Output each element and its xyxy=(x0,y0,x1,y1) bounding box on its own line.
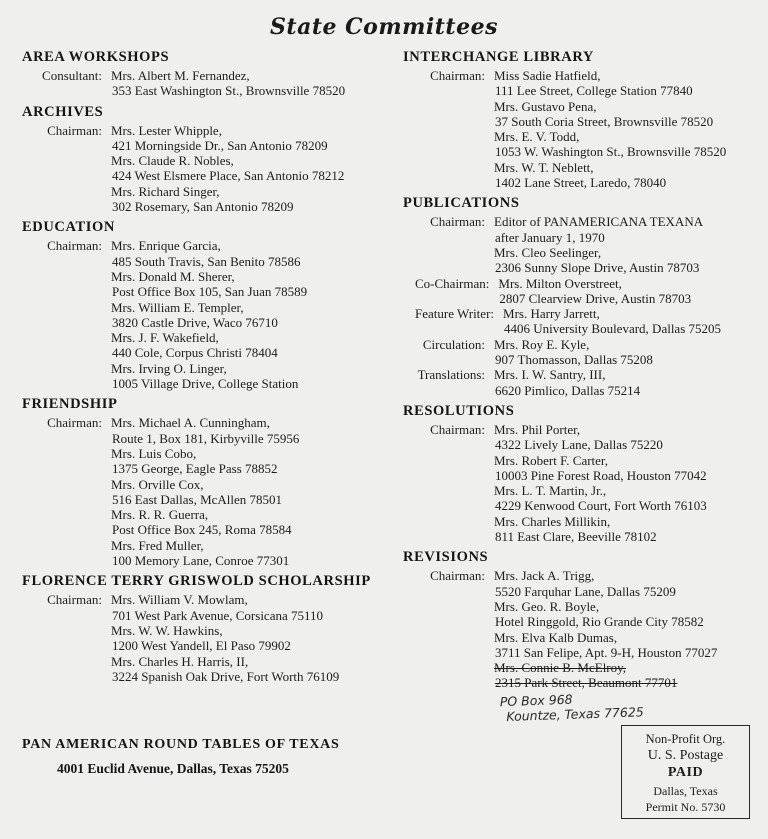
member-name: Mrs. E. V. Todd, xyxy=(494,129,580,145)
member-entry xyxy=(111,238,382,269)
section-heading: FLORENCE TERRY GRISWOLD SCHOLARSHIP xyxy=(22,573,371,590)
member-address: Post Office Box 245, Roma 78584 xyxy=(112,522,292,538)
postage-indicia xyxy=(621,725,750,819)
role-group xyxy=(403,422,763,544)
member-entry xyxy=(494,422,763,453)
role-label: Chairman: xyxy=(47,415,102,431)
member-entry xyxy=(111,446,382,477)
member-entry xyxy=(111,507,382,538)
member-entry xyxy=(494,245,763,276)
member-name: Mrs. Cleo Seelinger, xyxy=(494,244,602,260)
member-address: 421 Morningside Dr., San Antonio 78209 xyxy=(112,137,328,153)
member-name: Mrs. Albert M. Fernandez, xyxy=(111,68,250,83)
member-name: Mrs. Charles H. Harris, II, xyxy=(111,653,249,669)
member-entry xyxy=(494,337,763,368)
member-entry xyxy=(498,276,763,307)
member-list xyxy=(111,415,382,568)
role-group xyxy=(22,238,382,391)
member-address: 2306 Sunny Slope Drive, Austin 78703 xyxy=(495,260,700,276)
member-address: 4229 Kenwood Court, Fort Worth 76103 xyxy=(495,498,707,514)
member-address: 3820 Castle Drive, Waco 76710 xyxy=(112,314,278,330)
member-address: Route 1, Box 181, Kirbyville 75956 xyxy=(112,430,300,446)
member-entry xyxy=(111,153,382,184)
organization-name: PAN AMERICAN ROUND TABLES OF TEXAS xyxy=(22,737,340,752)
member-address: 5520 Farquhar Lane, Dallas 75209 xyxy=(495,583,676,599)
committee-section xyxy=(22,572,382,684)
role-group xyxy=(22,123,382,215)
member-address: 2807 Clearview Drive, Austin 78703 xyxy=(499,290,692,306)
member-address: 485 South Travis, San Benito 78586 xyxy=(112,253,301,269)
organization-block xyxy=(22,737,339,777)
member-address: 424 West Elsmere Place, San Antonio 78212 xyxy=(112,168,345,184)
member-address: 1005 Village Drive, College Station xyxy=(112,376,299,392)
member-name: Mrs. Milton Overstreet, xyxy=(498,275,622,291)
page-title: State Committees xyxy=(270,14,498,40)
role-label: Consultant: xyxy=(42,68,102,83)
section-heading: EDUCATION xyxy=(22,219,115,236)
member-name: Mrs. L. T. Martin, Jr., xyxy=(494,483,607,499)
member-name: Mrs. Luis Cobo, xyxy=(111,445,197,461)
member-list xyxy=(494,68,763,190)
member-list xyxy=(111,123,382,215)
role-label: Chairman: xyxy=(430,421,485,437)
member-name: Mrs. R. R. Guerra, xyxy=(111,507,209,523)
member-name: Mrs. J. F. Wakefield, xyxy=(111,330,219,346)
committee-section xyxy=(22,395,382,568)
committee-section xyxy=(403,48,763,190)
member-address: 1375 George, Eagle Pass 78852 xyxy=(112,461,278,477)
member-address: 516 East Dallas, McAllen 78501 xyxy=(112,491,283,507)
member-address: 100 Memory Lane, Conroe 77301 xyxy=(112,553,290,569)
member-address: 1200 West Yandell, El Paso 79902 xyxy=(112,638,291,654)
member-list xyxy=(494,367,763,398)
section-heading: ARCHIVES xyxy=(22,103,104,120)
member-list xyxy=(111,592,382,684)
member-name: Mrs. Fred Muller, xyxy=(111,537,204,553)
organization-address: 4001 Euclid Avenue, Dallas, Texas 75205 xyxy=(57,761,289,776)
postage-line-2: U. S. Postage xyxy=(647,748,724,763)
member-list xyxy=(111,238,382,391)
member-entry xyxy=(111,477,382,508)
role-group xyxy=(22,592,382,684)
committee-section xyxy=(403,402,763,544)
member-address: 811 East Clare, Beeville 78102 xyxy=(495,529,657,545)
role-group xyxy=(22,68,382,99)
committee-section xyxy=(403,548,763,690)
member-name: Mrs. Claude R. Nobles, xyxy=(111,153,234,169)
member-address: 4406 University Boulevard, Dallas 75205 xyxy=(504,321,722,337)
member-entry xyxy=(494,483,763,514)
member-address: Post Office Box 105, San Juan 78589 xyxy=(112,284,308,300)
member-address: 111 Lee Street, College Station 77840 xyxy=(495,83,693,99)
member-address: 2315 Park Street, Beaumont 77701 xyxy=(495,675,678,691)
postage-line-1: Non-Profit Org. xyxy=(645,732,726,746)
member-list xyxy=(494,214,763,275)
member-entry xyxy=(494,160,763,191)
member-name: Editor of PANAMERICANA TEXANA xyxy=(494,214,704,230)
member-name: Mrs. William V. Mowlam, xyxy=(111,592,248,608)
committee-section xyxy=(22,218,382,391)
committee-section xyxy=(403,194,763,398)
member-entry xyxy=(111,623,382,654)
member-entry xyxy=(111,269,382,300)
section-heading: RESOLUTIONS xyxy=(403,402,515,419)
section-heading: AREA WORKSHOPS xyxy=(22,49,170,65)
member-address: 6620 Pimlico, Dallas 75214 xyxy=(495,382,641,398)
member-list xyxy=(494,422,763,544)
member-list xyxy=(503,306,763,337)
section-heading: FRIENDSHIP xyxy=(22,396,118,413)
member-address: 302 Rosemary, San Antonio 78209 xyxy=(112,199,294,215)
member-name: Mrs. Geo. R. Boyle, xyxy=(494,598,600,614)
committee-section xyxy=(22,103,382,215)
member-name: Mrs. Connie B. McElroy, xyxy=(494,660,627,676)
member-entry xyxy=(111,300,382,331)
member-name: Miss Sadie Hatfield, xyxy=(494,68,601,83)
role-group xyxy=(403,306,763,337)
member-name: Mrs. Enrique Garcia, xyxy=(111,238,221,254)
role-label: Chairman: xyxy=(430,68,485,83)
member-name: Mrs. Jack A. Trigg, xyxy=(494,568,595,584)
member-name: Mrs. Gustavo Pena, xyxy=(494,98,597,114)
handwritten-line-1: PO Box 968 xyxy=(499,691,573,710)
member-address: 701 West Park Avenue, Corsicana 75110 xyxy=(112,607,324,623)
member-name: Mrs. Richard Singer, xyxy=(111,183,220,199)
member-address: 1402 Lane Street, Laredo, 78040 xyxy=(495,175,667,191)
member-name: Mrs. W. W. Hawkins, xyxy=(111,622,223,638)
role-group xyxy=(403,367,763,398)
section-heading: INTERCHANGE LIBRARY xyxy=(403,49,594,65)
member-list xyxy=(494,568,763,690)
member-address: 4322 Lively Lane, Dallas 75220 xyxy=(495,437,663,453)
member-entry xyxy=(494,367,763,398)
role-label: Translations: xyxy=(417,367,485,383)
member-entry xyxy=(503,306,763,337)
role-group xyxy=(403,337,763,368)
member-address: 3711 San Felipe, Apt. 9-H, Houston 77027 xyxy=(495,644,718,660)
section-heading: PUBLICATIONS xyxy=(403,195,520,212)
member-entry xyxy=(111,123,382,154)
member-name: Mrs. Donald M. Sherer, xyxy=(111,268,235,284)
member-list xyxy=(498,276,763,307)
member-entry xyxy=(111,415,382,446)
member-name: Mrs. Orville Cox, xyxy=(111,476,204,492)
member-list xyxy=(111,68,382,99)
member-name: Mrs. Roy E. Kyle, xyxy=(494,336,590,352)
role-group xyxy=(403,276,763,307)
member-name: Mrs. William E. Templer, xyxy=(111,299,244,315)
role-label: Chairman: xyxy=(430,214,485,230)
member-name: Mrs. Charles Millikin, xyxy=(494,513,611,529)
member-entry xyxy=(111,330,382,361)
role-label: Feature Writer: xyxy=(415,306,495,322)
role-label: Chairman: xyxy=(47,122,102,138)
member-entry xyxy=(494,214,763,245)
member-address: 37 South Coria Street, Brownsville 78520 xyxy=(495,113,714,129)
handwritten-line-2: Kountze, Texas 77625 xyxy=(506,704,644,724)
member-address: after January 1, 1970 xyxy=(495,229,605,245)
member-name: Mrs. Robert F. Carter, xyxy=(494,452,608,468)
postage-line-4: Dallas, Texas xyxy=(653,784,718,798)
role-group xyxy=(403,568,763,690)
member-entry xyxy=(494,99,763,130)
member-name: Mrs. Irving O. Linger, xyxy=(111,360,227,376)
role-label: Circulation: xyxy=(422,336,485,352)
member-address: 1053 W. Washington St., Brownsville 78520 xyxy=(495,144,727,160)
member-entry xyxy=(111,361,382,392)
member-entry xyxy=(494,129,763,160)
member-name: Mrs. W. T. Neblett, xyxy=(494,159,594,175)
member-address: Hotel Ringgold, Rio Grande City 78582 xyxy=(495,614,704,630)
member-entry xyxy=(111,654,382,685)
member-entry xyxy=(494,514,763,545)
member-address: 10003 Pine Forest Road, Houston 77042 xyxy=(495,467,707,483)
member-name: Mrs. I. W. Santry, III, xyxy=(494,367,606,383)
member-entry xyxy=(494,630,763,661)
member-name: Mrs. Elva Kalb Dumas, xyxy=(494,629,618,645)
left-column xyxy=(22,48,382,688)
member-name: Mrs. Lester Whipple, xyxy=(111,122,222,138)
role-label: Chairman: xyxy=(430,568,485,584)
member-entry xyxy=(111,184,382,215)
role-label: Co-Chairman: xyxy=(415,275,490,291)
postage-line-3: PAID xyxy=(667,765,704,780)
member-address: 353 East Washington St., Brownsville 78520 xyxy=(112,83,346,99)
postage-line-5: Permit No. 5730 xyxy=(645,800,726,814)
role-group xyxy=(403,68,763,190)
member-entry xyxy=(494,599,763,630)
member-list xyxy=(494,337,763,368)
right-column xyxy=(403,48,763,695)
role-label: Chairman: xyxy=(47,238,102,254)
member-name: Mrs. Michael A. Cunningham, xyxy=(111,415,270,431)
member-entry xyxy=(494,453,763,484)
member-address: 440 Cole, Corpus Christi 78404 xyxy=(112,345,278,361)
member-entry xyxy=(494,68,763,99)
member-address: 907 Thomasson, Dallas 75208 xyxy=(495,352,653,368)
member-entry xyxy=(111,538,382,569)
role-label: Chairman: xyxy=(47,592,102,608)
member-entry xyxy=(111,68,382,99)
member-entry xyxy=(111,592,382,623)
section-heading: REVISIONS xyxy=(403,549,489,566)
role-group xyxy=(403,214,763,275)
member-name: Mrs. Phil Porter, xyxy=(494,421,581,437)
member-entry xyxy=(494,568,763,599)
committee-section xyxy=(22,48,382,99)
member-address: 3224 Spanish Oak Drive, Fort Worth 76109 xyxy=(112,668,340,684)
member-name: Mrs. Harry Jarrett, xyxy=(503,306,600,322)
role-group xyxy=(22,415,382,568)
